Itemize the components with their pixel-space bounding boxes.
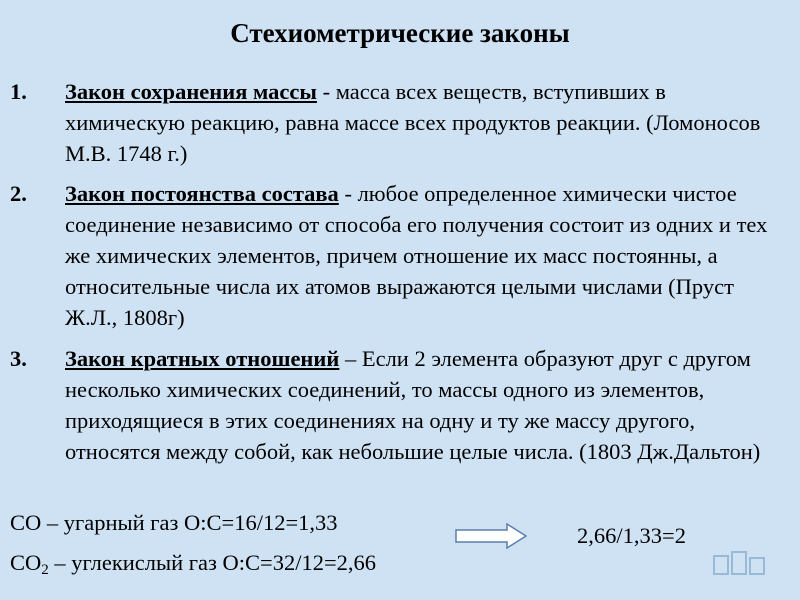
- law-separator: -: [338, 181, 358, 206]
- law-text: любое определенное химически чистое соединение независимо от способа его получения состоит из одних и тех же химических элементов, причем отношение их масс постоянны, а относительные числа их атомов выражаются целыми числами (Пруст Ж.Л., 1808г): [65, 181, 768, 330]
- law-separator: –: [339, 346, 362, 371]
- law-name: Закон сохранения массы: [65, 79, 317, 104]
- law-2: [10, 178, 790, 333]
- law-name: Закон постоянства состава: [65, 181, 339, 206]
- ratio-result: 2,66/1,33=2: [577, 523, 686, 548]
- law-body: [65, 343, 790, 467]
- slide-title: Стехиометрические законы: [230, 18, 570, 48]
- co2-subscript: 2: [41, 562, 49, 578]
- law-text: Если 2 элемента образуют друг с другом несколько химических соединений, то массы одного из элементов, приходящиеся в этих соединениях на одну и ту же массу другого, относятся между собой, как небольшие целые числа. (1803 Дж.Дальтон): [65, 346, 761, 464]
- co-example: СО – угарный газ O:C=16/12=1,33: [10, 510, 338, 535]
- co2-example: [10, 550, 376, 579]
- law-separator: -: [316, 79, 336, 104]
- law-number: 3.: [10, 346, 27, 371]
- law-1: [10, 76, 790, 169]
- watermark-logo-icon: [712, 548, 767, 580]
- law-body: [65, 178, 790, 333]
- co2-description: – углекислый газ O:C=32/12=2,66: [48, 550, 377, 575]
- law-number: 2.: [10, 181, 27, 206]
- co2-formula: СО: [10, 550, 42, 575]
- law-3: [10, 343, 790, 467]
- right-arrow-icon: [455, 523, 527, 549]
- law-name: Закон кратных отношений: [65, 346, 340, 371]
- law-number: 1.: [10, 79, 27, 104]
- law-body: [65, 76, 790, 169]
- law-text: масса всех веществ, вступивших в химическую реакцию, равна массе всех продуктов реакции. (Ломоносов М.В. 1748 г.): [65, 79, 761, 166]
